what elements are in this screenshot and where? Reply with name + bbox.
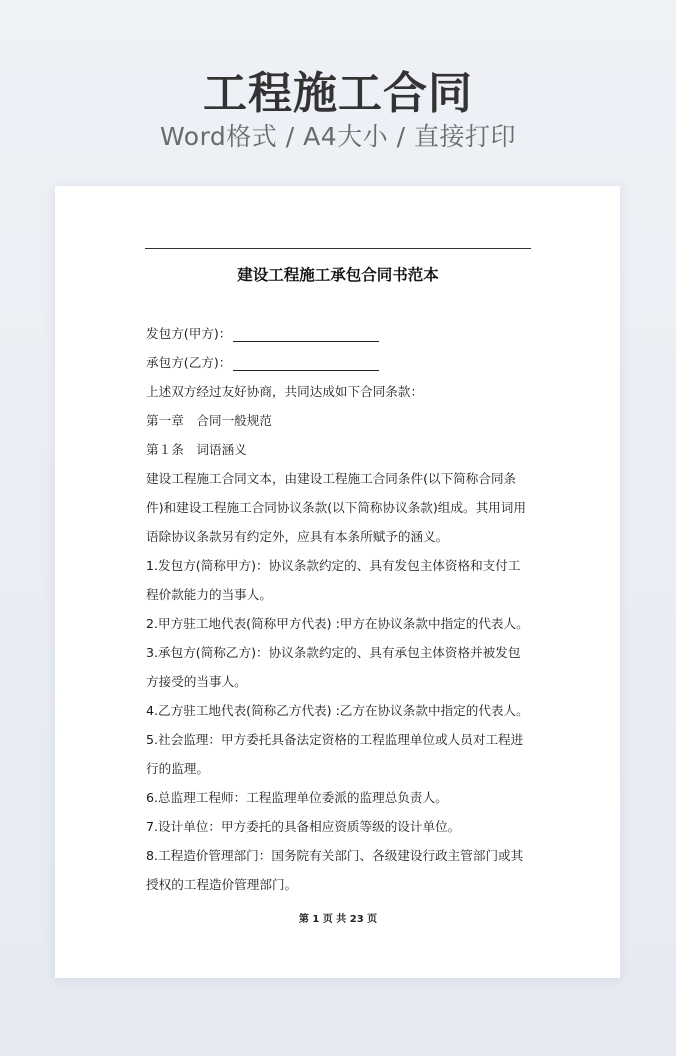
article-heading: 第１条 词语涵义 — [146, 442, 247, 457]
text-line: 2.甲方驻工地代表(简称甲方代表) :甲方在协议条款中指定的代表人。 — [146, 616, 529, 631]
party-b-blank — [233, 356, 379, 371]
page-number: 第 1 页 共 23 页 — [298, 914, 378, 925]
text-line: 方接受的当事人。 — [146, 674, 247, 689]
document-title: 建设工程施工承包合同书范本 — [237, 266, 439, 284]
text-line: 6.总监理工程师：工程监理单位委派的监理总负责人。 — [146, 790, 448, 805]
document-preview — [55, 186, 620, 978]
text-line: 上述双方经过友好协商，共同达成如下合同条款： — [146, 384, 424, 399]
text-line: 3.承包方(简称乙方)：协议条款约定的、具有承包主体资格并被发包 — [146, 645, 521, 660]
text-line: 5.社会监理：甲方委托具备法定资格的工程监理单位或人员对工程进 — [146, 732, 524, 747]
party-a-line — [146, 319, 532, 348]
text-line: 语除协议条款另有约定外，应具有本条所赋予的涵义。 — [146, 529, 449, 544]
text-line: 4.乙方驻工地代表(简称乙方代表) :乙方在协议条款中指定的代表人。 — [146, 703, 529, 718]
text-line: 件)和建设工程施工合同协议条款(以下简称协议条款)组成。其用词用 — [146, 500, 526, 515]
party-a-label: 发包方(甲方)： — [146, 326, 232, 341]
header-rule — [145, 248, 531, 249]
text-line: 程价款能力的当事人。 — [146, 587, 272, 602]
text-line: 8.工程造价管理部门：国务院有关部门、各级建设行政主管部门或其 — [146, 848, 524, 863]
text-line: 1.发包方(简称甲方)：协议条款约定的、具有发包主体资格和支付工 — [146, 558, 521, 573]
document-body — [146, 319, 532, 899]
party-b-line — [146, 348, 532, 377]
text-line: 授权的工程造价管理部门。 — [146, 877, 298, 892]
page-subtitle: Word格式 / A4大小 / 直接打印 — [160, 122, 516, 151]
text-line: 建设工程施工合同文本，由建设工程施工合同条件(以下简称合同条 — [146, 471, 517, 486]
text-line: 7.设计单位：甲方委托的具备相应资质等级的设计单位。 — [146, 819, 461, 834]
party-b-label: 承包方(乙方)： — [146, 355, 232, 370]
page-title: 工程施工合同 — [203, 68, 473, 119]
text-line: 行的监理。 — [146, 761, 209, 776]
chapter-heading: 第一章 合同一般规范 — [146, 413, 272, 428]
party-a-blank — [233, 327, 379, 342]
